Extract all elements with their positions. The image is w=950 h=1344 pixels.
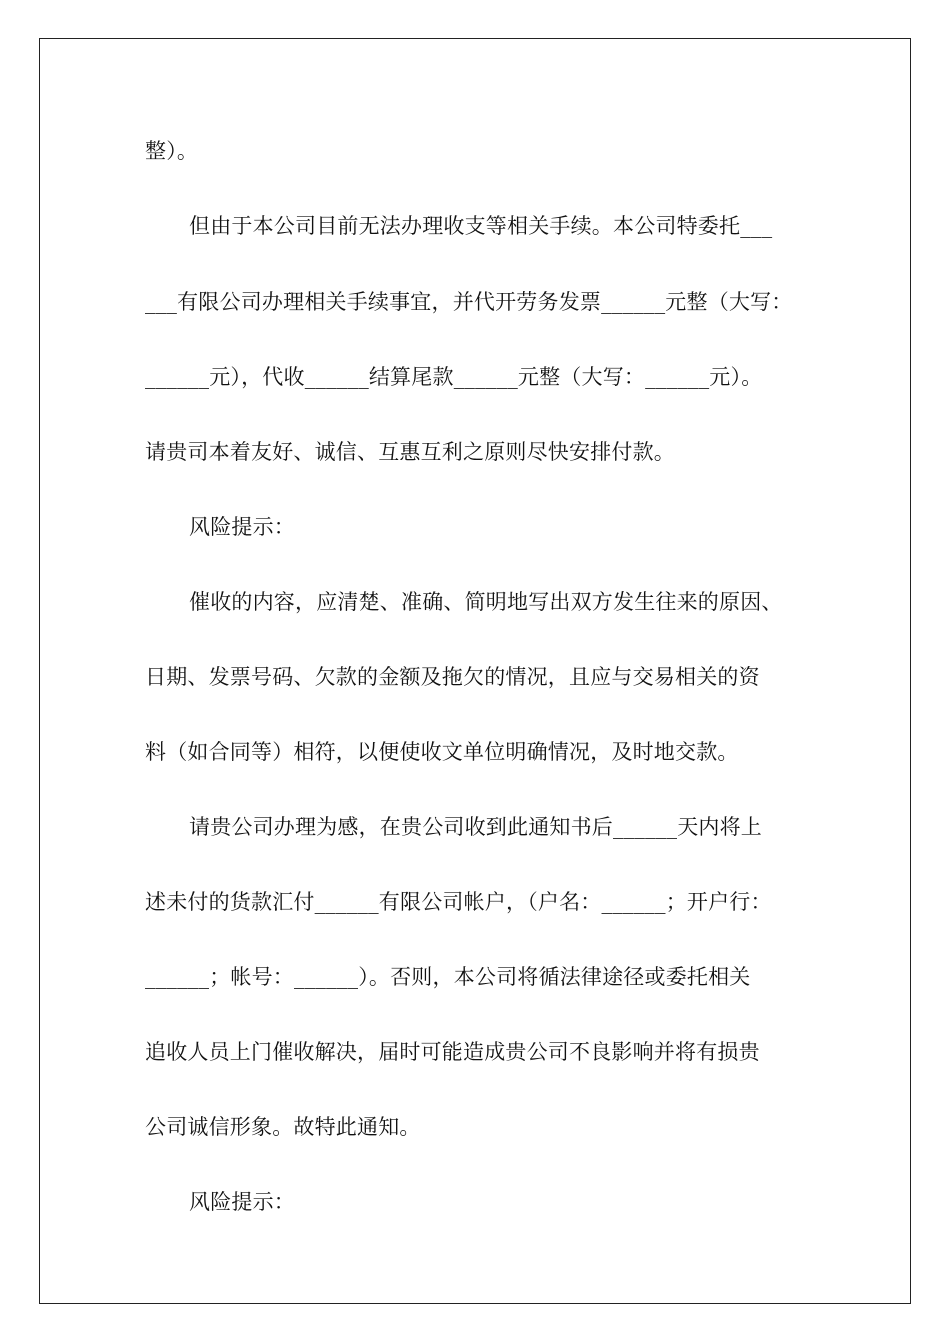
- text-line: 请贵公司办理为感，在贵公司收到此通知书后______天内将上: [189, 815, 762, 839]
- text-line: 请贵司本着友好、诚信、互惠互利之原则尽快安排付款。: [145, 440, 675, 464]
- text-line: ___有限公司办理相关手续事宜，并代开劳务发票______元整（大写：: [145, 290, 793, 314]
- text-line: 日期、发票号码、欠款的金额及拖欠的情况，且应与交易相关的资: [145, 665, 760, 689]
- text-line: ______；帐号：______）。否则，本公司将循法律途径或委托相关: [145, 965, 751, 989]
- text-line: 整）。: [145, 139, 199, 163]
- text-line: 但由于本公司目前无法办理收支等相关手续。本公司特委托___: [189, 214, 773, 238]
- text-line: 述未付的货款汇付______有限公司帐户，（户名：______；开户行：: [145, 890, 772, 914]
- section-heading-risk: 风险提示：: [189, 1190, 295, 1214]
- section-heading-risk: 风险提示：: [189, 515, 295, 539]
- text-line: 公司诚信形象。故特此通知。: [145, 1115, 421, 1139]
- text-line: 追收人员上门催收解决，届时可能造成贵公司不良影响并将有损贵: [145, 1040, 760, 1064]
- text-line: 料（如合同等）相符，以便使收文单位明确情况，及时地交款。: [145, 740, 739, 764]
- text-line: 催收的内容，应清楚、准确、简明地写出双方发生往来的原因、: [189, 590, 783, 614]
- text-line: ______元），代收______结算尾款______元整（大写：______元）。: [145, 365, 763, 389]
